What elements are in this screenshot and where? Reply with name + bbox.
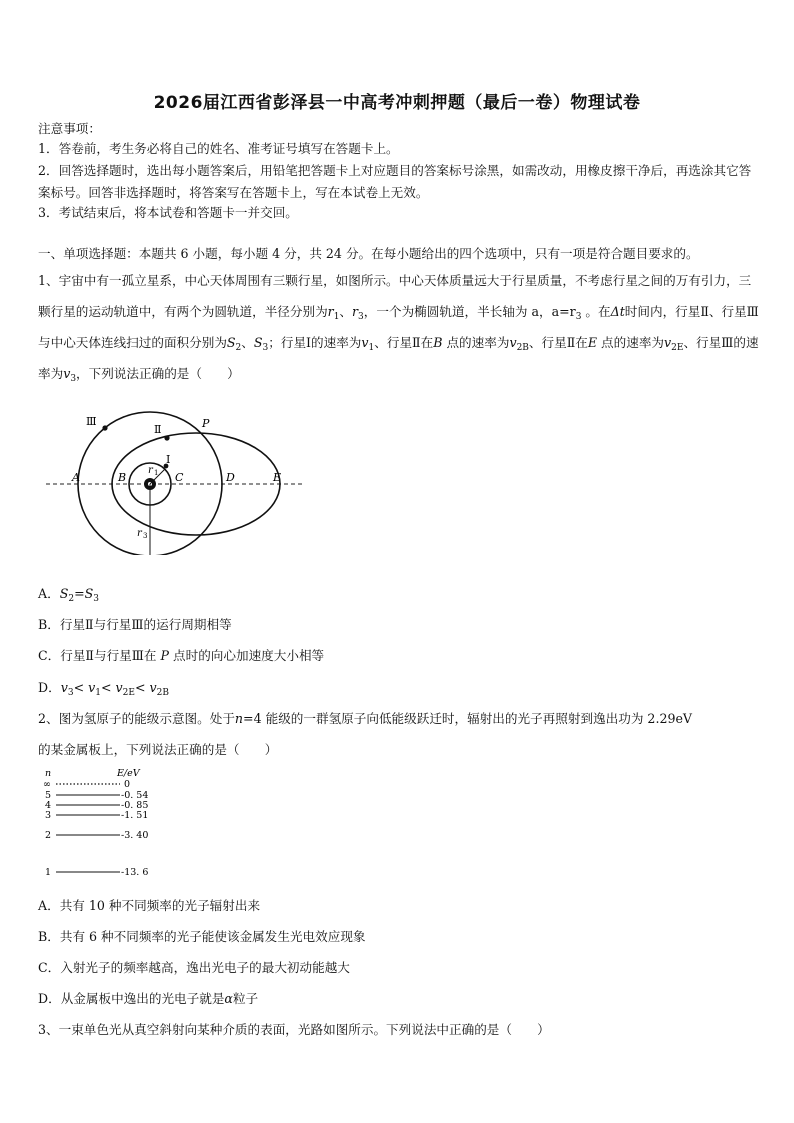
svg-text:E: E xyxy=(273,471,282,484)
svg-text:D: D xyxy=(226,471,235,484)
svg-text:n: n xyxy=(45,768,52,779)
notice-heading: 注意事项： xyxy=(38,121,101,136)
question-1-stem: 1、宇宙中有一孤立星系，中心天体周围有三颗行星，如图所示。中心天体质量远大于行星质量，不考虑行星之间的万有引力，三颗行星的运动轨道中，有两个为圆轨道，半径分别为$r_1$、$r_3$，一个为椭圆轨道，半长轴为 a，$a=r_3$ 。在Δt时间内，行星Ⅱ、行星Ⅲ与中心天体连线扫过的面积分别为$S_2$、$S_3$；行星Ⅰ的速率为$v_1$、行星Ⅱ在B 点的速率为$v_{2B}$、行星Ⅱ在E 点的速率为$v_{2E}$、行星Ⅲ的速率为$v_3$，下列说法正确的是（ ） xyxy=(38,273,759,384)
question-2-option-d: D．从金属板中逸出的光电子就是α粒子 xyxy=(38,991,259,1006)
notice-item-3: 3．考试结束后，将本试卷和答题卡一并交回。 xyxy=(38,205,298,220)
question-1-option-c: C．行星Ⅱ与行星Ⅲ在 P 点时的向心加速度大小相等 xyxy=(38,648,325,663)
svg-text:3: 3 xyxy=(143,532,148,540)
question-2-option-b: B．共有 6 种不同频率的光子能使该金属发生光电效应现象 xyxy=(38,929,366,944)
svg-text:-3. 40: -3. 40 xyxy=(121,830,149,841)
question-2-option-a: A．共有 10 种不同频率的光子辐射出来 xyxy=(38,898,261,913)
orbit-figure xyxy=(40,405,305,555)
energy-level-diagram xyxy=(40,766,180,881)
notice-item-1: 1．答卷前，考生务必将自己的姓名、准考证号填写在答题卡上。 xyxy=(38,141,399,156)
svg-text:∞: ∞ xyxy=(43,779,51,790)
svg-text:-0. 85: -0. 85 xyxy=(121,800,149,811)
svg-text:C: C xyxy=(175,471,184,484)
question-1-option-b: B．行星Ⅱ与行星Ⅲ的运行周期相等 xyxy=(38,617,232,632)
exam-title: 2026届江西省彭泽县一中高考冲刺押题（最后一卷）物理试卷 xyxy=(153,93,641,113)
question-1-option-d: D．$v_3< v_1< v_{2E}< v_{2B}$ xyxy=(38,680,169,698)
svg-text:Ⅲ: Ⅲ xyxy=(86,415,97,428)
svg-text:-1. 51: -1. 51 xyxy=(121,810,149,821)
svg-text:-0. 54: -0. 54 xyxy=(121,790,149,801)
svg-text:3: 3 xyxy=(45,810,52,821)
question-2-stem: 2、图为氢原子的能级示意图。处于n=4 能级的一群氢原子向低能级跃迁时，辐射出的光子再照射到逸出功为 2.29eV 的某金属板上，下列说法正确的是（ ） xyxy=(38,711,693,757)
svg-text:P: P xyxy=(202,417,210,430)
svg-text:1: 1 xyxy=(45,867,52,878)
svg-text:A: A xyxy=(72,471,80,484)
svg-text:I: I xyxy=(166,453,171,466)
svg-text:Ⅱ: Ⅱ xyxy=(154,423,162,436)
svg-text:1: 1 xyxy=(154,469,159,477)
svg-text:5: 5 xyxy=(45,790,52,801)
svg-text:-13. 6: -13. 6 xyxy=(121,867,149,878)
svg-text:E/eV: E/eV xyxy=(117,768,140,779)
question-2-option-c: C．入射光子的频率越高，逸出光电子的最大初动能越大 xyxy=(38,960,350,975)
svg-text:4: 4 xyxy=(45,800,52,811)
question-1-option-a: A．$S_2=S_3$ xyxy=(38,586,99,604)
question-3-stem: 3、一束单色光从真空斜射向某种介质的表面，光路如图所示。下列说法中正确的是（ ） xyxy=(38,1022,550,1037)
section-heading: 一、单项选择题：本题共 6 小题，每小题 4 分，共 24 分。在每小题给出的四个选项中，只有一项是符合题目要求的。 xyxy=(38,246,699,261)
notice-item-2: 2．回答选择题时，选出每小题答案后，用铅笔把答题卡上对应题目的答案标号涂黑，如需改动，用橡皮擦干净后，再选涂其它答案标号。回答非选择题时，将答案写在答题卡上，写在本试卷上无效。 xyxy=(38,163,752,200)
svg-text:r: r xyxy=(148,465,153,476)
svg-text:0: 0 xyxy=(124,779,131,790)
planet-iii xyxy=(102,425,107,430)
svg-text:2: 2 xyxy=(45,830,52,841)
planet-ii xyxy=(164,435,169,440)
svg-text:r: r xyxy=(137,528,142,539)
svg-text:B: B xyxy=(118,471,127,484)
